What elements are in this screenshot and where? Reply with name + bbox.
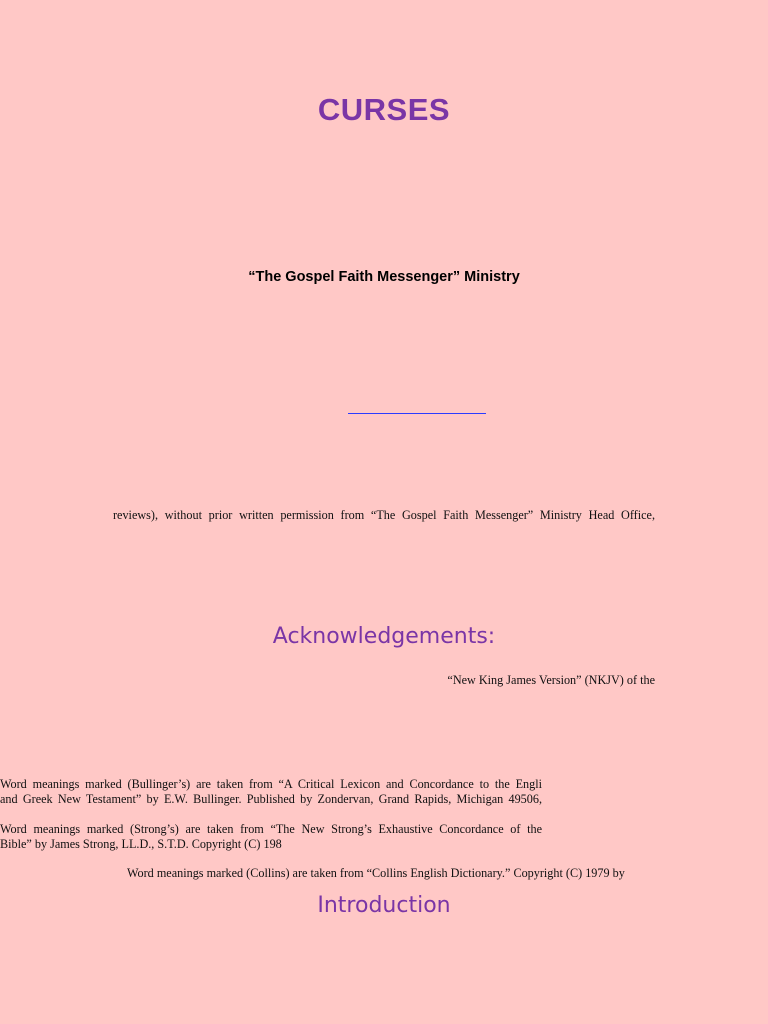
strongs-line-2: Bible” by James Strong, LL.D., S.T.D. Copyright (C) 198 (0, 836, 282, 851)
bullinger-line-2: and Greek New Testament” by E.W. Bullinger. Published by Zondervan, Grand Rapids, Michigan 49506, (0, 791, 542, 806)
strongs-paragraph (0, 822, 542, 851)
ministry-name: “The Gospel Faith Messenger” Ministry (248, 269, 520, 285)
nkjv-text: “New King James Version” (NKJV) of the (447, 673, 655, 687)
bullinger-line-1: Word meanings marked (Bullinger’s) are taken from “A Critical Lexicon and Concordance to the Engli (0, 777, 542, 791)
strongs-line-1: Word meanings marked (Strong’s) are taken from “The New Strong’s Exhaustive Concordance of the (0, 822, 542, 836)
copyright-text: reviews), without prior written permission from “The Gospel Faith Messenger” Ministry Head Office, (113, 508, 655, 522)
acknowledgements-heading: Acknowledgements: (272, 624, 496, 649)
bullinger-paragraph (0, 777, 542, 806)
hyperlink-underline[interactable] (348, 413, 486, 414)
document-title: CURSES (317, 92, 451, 127)
introduction-heading: Introduction (317, 893, 451, 918)
collins-text: Word meanings marked (Collins) are taken from “Collins English Dictionary.” Copyright (C) 1979 by (127, 866, 625, 880)
